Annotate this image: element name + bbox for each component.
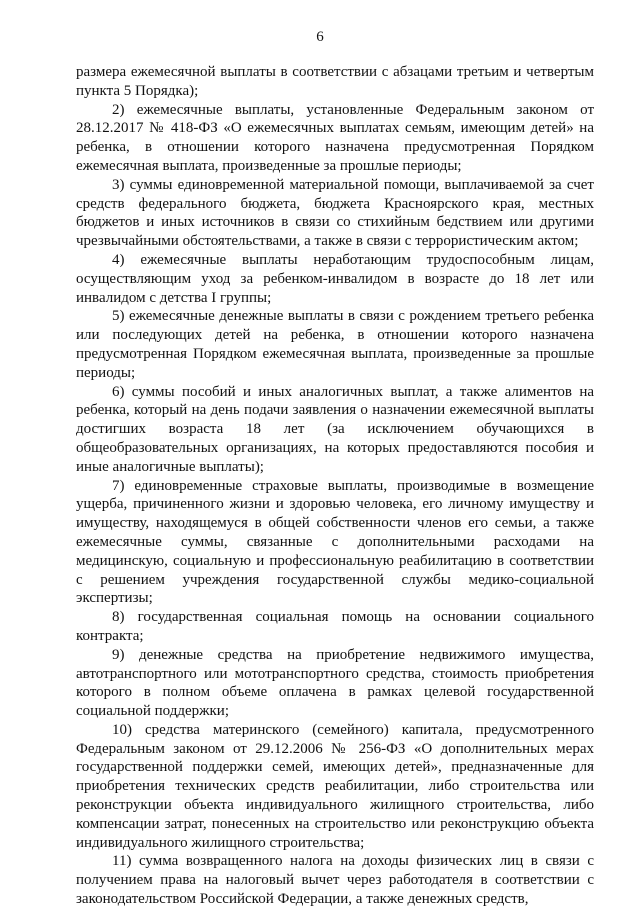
- list-item-2: 2) ежемесячные выплаты, установленные Федеральным законом от 28.12.2017 № 418-ФЗ «О ежемесячных выплатах семьям, имеющим детей» на ребенка, в отношении которого назначена предусмотренная Порядком ежемесячная выплата, произведенные за прошлые периоды;: [76, 101, 594, 174]
- paragraph-continuation: размера ежемесячной выплаты в соответствии с абзацами третьим и четвертым пункта 5 Порядка);: [76, 64, 594, 99]
- list-item-10: 10) средства материнского (семейного) капитала, предусмотренного Федеральным законом от 29.12.2006 № 256-ФЗ «О дополнительных мерах государственной поддержки семей, имеющих детей», предназначенные для приобретения технических средств реабилитации, либо строительства или реконструкции объекта индивидуального жилищного строительства, либо компенсации затрат, понесенных на строительство или реконструкцию объекта индивидуального жилищного строительства;: [76, 721, 594, 851]
- document-body: [76, 63, 594, 909]
- list-item-11: 11) сумма возвращенного налога на доходы физических лиц в связи с получением права на налоговый вычет через работодателя в соответствии с законодательством Российской Федерации, а также денежных средств,: [76, 853, 594, 908]
- list-item-9: 9) денежные средства на приобретение недвижимого имущества, автотранспортного или мототранспортного средства, стоимость приобретения которого в полном объеме оплачена в рамках целевой государственной социальной поддержки;: [76, 646, 594, 720]
- list-item-7: 7) единовременные страховые выплаты, производимые в возмещение ущерба, причиненного жизни и здоровью человека, его личному имуществу и имуществу, находящемуся в общей собственности членов его семьи, а также ежемесячные суммы, связанные с дополнительными расходами на медицинскую, социальную и профессиональную реабилитацию в соответствии с решением учреждения государственной службы медико-социальной экспертизы;: [76, 477, 594, 607]
- page-number: 6: [316, 29, 324, 45]
- list-item-3: 3) суммы единовременной материальной помощи, выплачиваемой за счет средств федерального бюджета, бюджета Красноярского края, местных бюджетов и иных источников в связи со стихийным бедствием или другими чрезвычайными обстоятельствами, а также в связи с террористическим актом;: [76, 176, 594, 250]
- list-item-4: 4) ежемесячные выплаты неработающим трудоспособным лицам, осуществляющим уход за ребенком-инвалидом в возрасте до 18 лет или инвалидом с детства I группы;: [76, 251, 594, 306]
- list-item-6: 6) суммы пособий и иных аналогичных выплат, а также алиментов на ребенка, который на день подачи заявления о назначении ежемесячной выплаты достигших возраста 18 лет (за исключением обучающихся в общеобразовательных организациях, на которых предоставляются пособия и иные аналогичные выплаты);: [76, 383, 594, 475]
- list-item-8: 8) государственная социальная помощь на основании социального контракта;: [76, 609, 594, 644]
- list-item-5: 5) ежемесячные денежные выплаты в связи с рождением третьего ребенка или последующих детей на ребенка, в отношении которого назначена предусмотренная Порядком ежемесячная выплата, произведенные за прошлые периоды;: [76, 308, 594, 381]
